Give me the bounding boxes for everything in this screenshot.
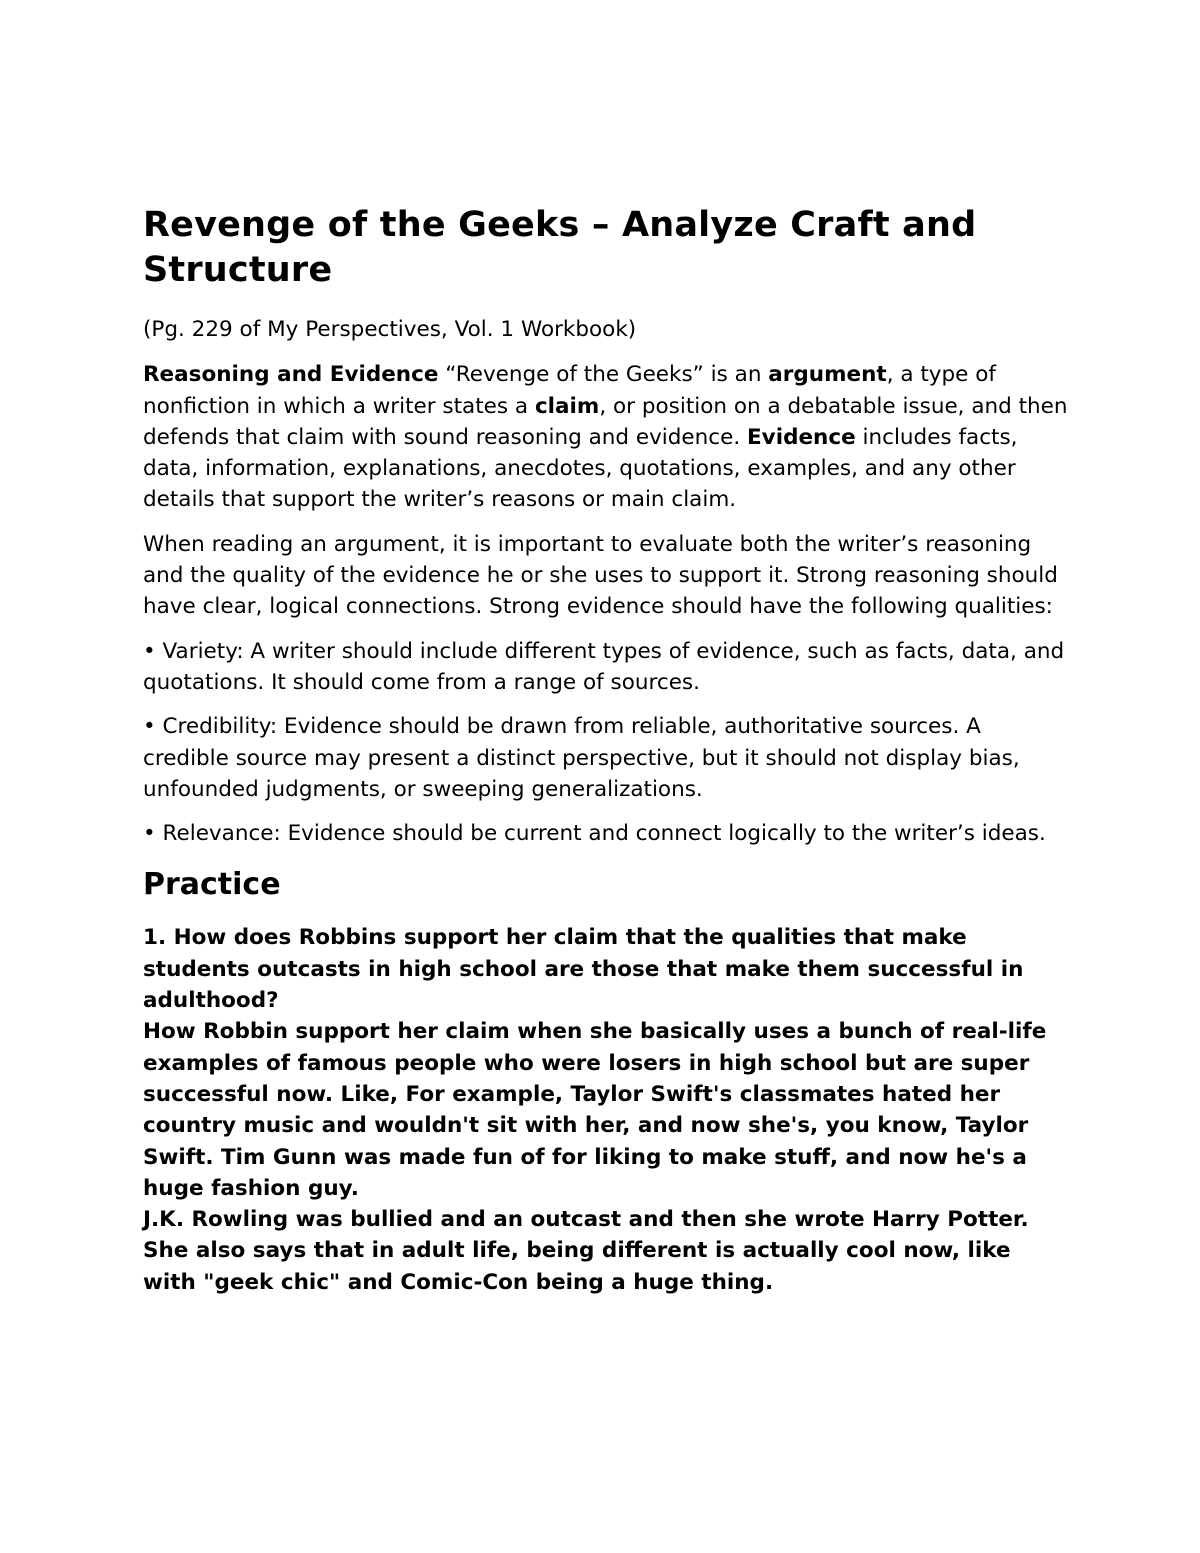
document-page <box>143 203 1068 1298</box>
intro-text-3: , or position on a debatable issue, and then defends that claim with sound reasoning and evidence. <box>143 393 1068 450</box>
document-title: Revenge of the Geeks – Analyze Craft and Structure <box>143 205 977 290</box>
practice-heading: Practice <box>143 867 281 903</box>
intro-text-1: “Revenge of the Geeks” is an <box>438 362 769 388</box>
question-1: 1. How does Robbins support her claim that the qualities that make students outcasts in high school are those that make them successful in adulthood? <box>143 925 1024 1014</box>
bullet-relevance: • Relevance: Evidence should be current and connect logically to the writer’s ideas. <box>143 821 1046 847</box>
citation: (Pg. 229 of My Perspectives, Vol. 1 Workbook) <box>143 317 637 342</box>
bullet-variety: • Variety: A writer should include different types of evidence, such as facts, data, and quotations. It should come from a range of sources. <box>143 638 1065 695</box>
intro-text-4: includes facts, data, information, explanations, anecdotes, quotations, examples, and any other details that support the writer’s reasons or main claim. <box>143 424 1018 513</box>
bullet-credibility: • Credibility: Evidence should be drawn from reliable, authoritative sources. A credible source may present a distinct perspective, but it should not display bias, unfounded judgments, or sweeping generalizations. <box>143 714 1020 802</box>
term-evidence: Evidence <box>747 424 856 450</box>
intro-text-2: , a type of nonfiction in which a writer states a <box>143 362 996 419</box>
intro-paragraph <box>143 359 1068 515</box>
evaluation-paragraph: When reading an argument, it is important to evaluate both the writer’s reasoning and the quality of the evidence he or she uses to support it. Strong reasoning should have clear, logical connections. Strong evidence should have the following qualities: <box>143 531 1058 620</box>
term-claim: claim <box>534 393 600 419</box>
term-argument: argument <box>768 362 887 388</box>
intro-lead-bold: Reasoning and Evidence <box>143 362 439 388</box>
answer-1-part-1: How Robbin support her claim when she basically uses a bunch of real-life examples of famous people who were losers in high school but are super successful now. Like, For example, Taylor Swift's classmates hated her country music and wouldn't sit with her, and now she's, you know, Taylor Swift. Tim Gunn was made fun of for liking to make stuff, and now he's a huge fashion guy. <box>143 1019 1047 1201</box>
answer-1-part-2: J.K. Rowling was bullied and an outcast and then she wrote Harry Potter. She also says that in adult life, being different is actually cool now, like with "geek chic" and Comic-Con being a huge thing. <box>143 1207 1029 1295</box>
